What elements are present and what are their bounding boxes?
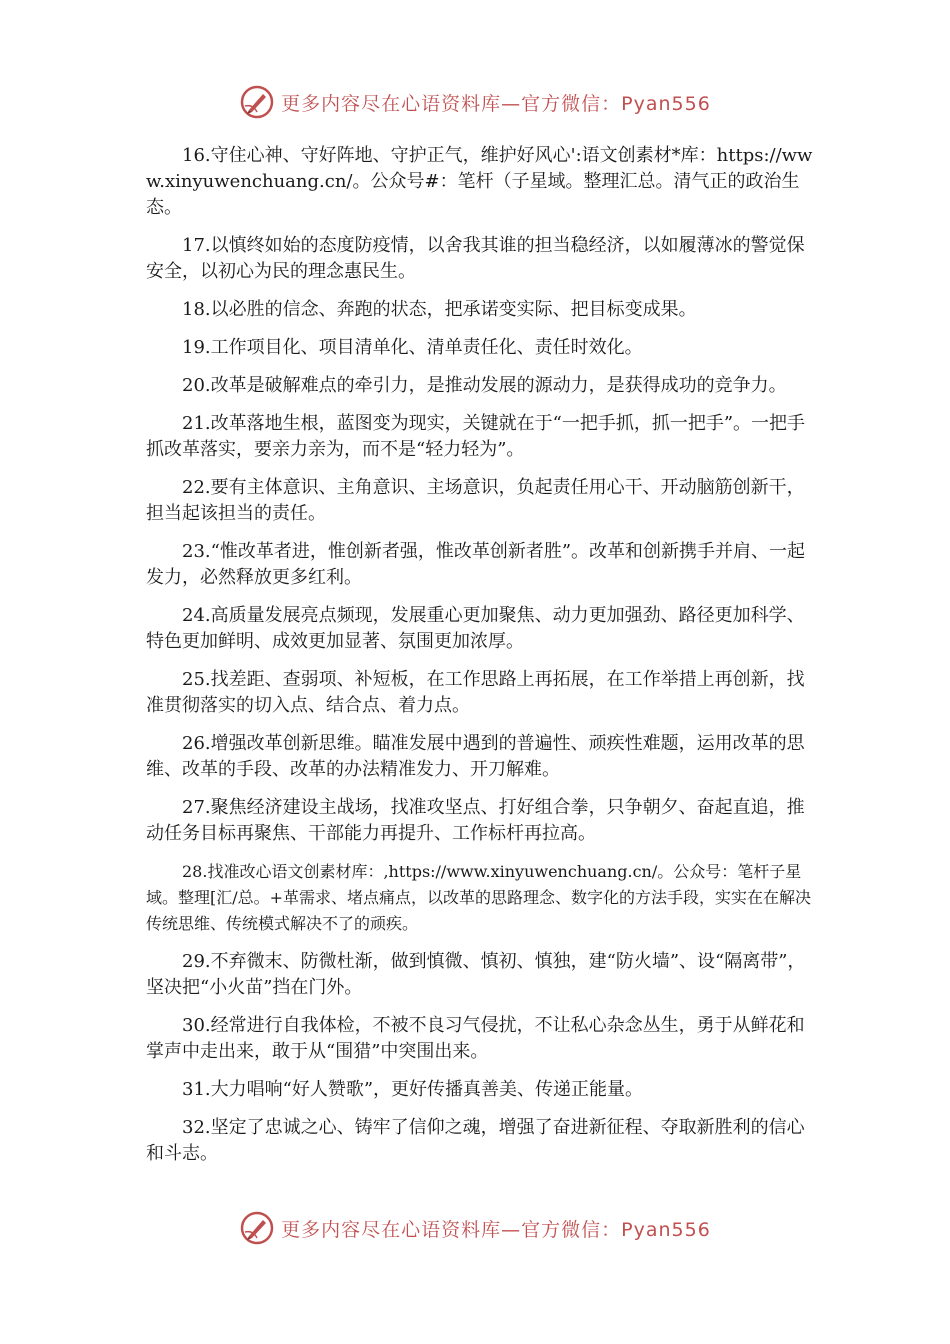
list-item: 22.要有主体意识、主角意识、主场意识，负起责任用心干、开动脑筋创新干，担当起该担当的责任。 xyxy=(146,477,805,524)
list-item: 19.工作项目化、项目清单化、清单责任化、责任时效化。 xyxy=(182,337,643,358)
list-item: 20.改革是破解难点的牵引力，是推动发展的源动力，是获得成功的竞争力。 xyxy=(182,375,787,396)
pen-logo-icon xyxy=(239,84,275,120)
footer-banner xyxy=(0,1208,950,1248)
list-item: 16.守住心神、守好阵地、守护正气，维护好风心':语文创素材*库：https://www.xinyuwenchuang.cn/。公众号#：笔杆（子星域。整理汇总。清气正的政治生态。 xyxy=(146,145,813,218)
document-body xyxy=(146,143,814,1179)
list-item: 18.以必胜的信念、奔跑的状态，把承诺变实际、把目标变成果。 xyxy=(182,299,697,320)
list-item: 28.找准改心语文创素材库：,https://www.xinyuwenchuang.cn/。公众号：笔杆子星域。整理[汇/总。+革需求、堵点痛点，以改革的思路理念、数字化的方法手段，实实在在解决传统思维、传统模式解决不了的顽疾。 xyxy=(146,862,812,933)
list-item: 24.高质量发展亮点频现，发展重心更加聚焦、动力更加强劲、路径更加科学、特色更加鲜明、成效更加显著、氛围更加浓厚。 xyxy=(146,605,805,652)
list-item: 21.改革落地生根，蓝图变为现实，关键就在于“一把手抓，抓一把手”。一把手抓改革落实，要亲力亲为，而不是“轻力轻为”。 xyxy=(146,413,806,460)
list-item: 32.坚定了忠诚之心、铸牢了信仰之魂，增强了奋进新征程、夺取新胜利的信心和斗志。 xyxy=(146,1117,805,1164)
list-item: 30.经常进行自我体检，不被不良习气侵扰，不让私心杂念丛生，勇于从鲜花和掌声中走出来，敢于从“围猎”中突围出来。 xyxy=(146,1015,805,1062)
list-item: 23.“惟改革者进，惟创新者强，惟改革创新者胜”。改革和创新携手并肩、一起发力，必然释放更多红利。 xyxy=(146,541,806,588)
list-item: 17.以慎终如始的态度防疫情，以舍我其谁的担当稳经济，以如履薄冰的警觉保安全，以初心为民的理念惠民生。 xyxy=(146,235,805,282)
pen-logo-icon xyxy=(239,1210,275,1246)
list-item: 31.大力唱响“好人赞歌”，更好传播真善美、传递正能量。 xyxy=(182,1079,644,1100)
list-item: 26.增强改革创新思维。瞄准发展中遇到的普遍性、顽疾性难题，运用改革的思维、改革的手段、改革的办法精准发力、开刀解难。 xyxy=(146,733,805,780)
list-item: 25.找差距、查弱项、补短板，在工作思路上再拓展，在工作举措上再创新，找准贯彻落实的切入点、结合点、着力点。 xyxy=(146,669,805,716)
list-item: 27.聚焦经济建设主战场，找准攻坚点、打好组合拳，只争朝夕、奋起直追，推动任务目标再聚焦、干部能力再提升、工作标杆再拉高。 xyxy=(146,797,805,844)
banner-text: 更多内容尽在心语资料库—官方微信：Pyan556 xyxy=(281,1218,711,1241)
list-item: 29.不弃微末、防微杜渐，做到慎微、慎初、慎独，建“防火墙”、设“隔离带”，坚决把“小火苗”挡在门外。 xyxy=(146,951,806,998)
banner-text: 更多内容尽在心语资料库—官方微信：Pyan556 xyxy=(281,92,711,115)
header-banner xyxy=(0,82,950,122)
